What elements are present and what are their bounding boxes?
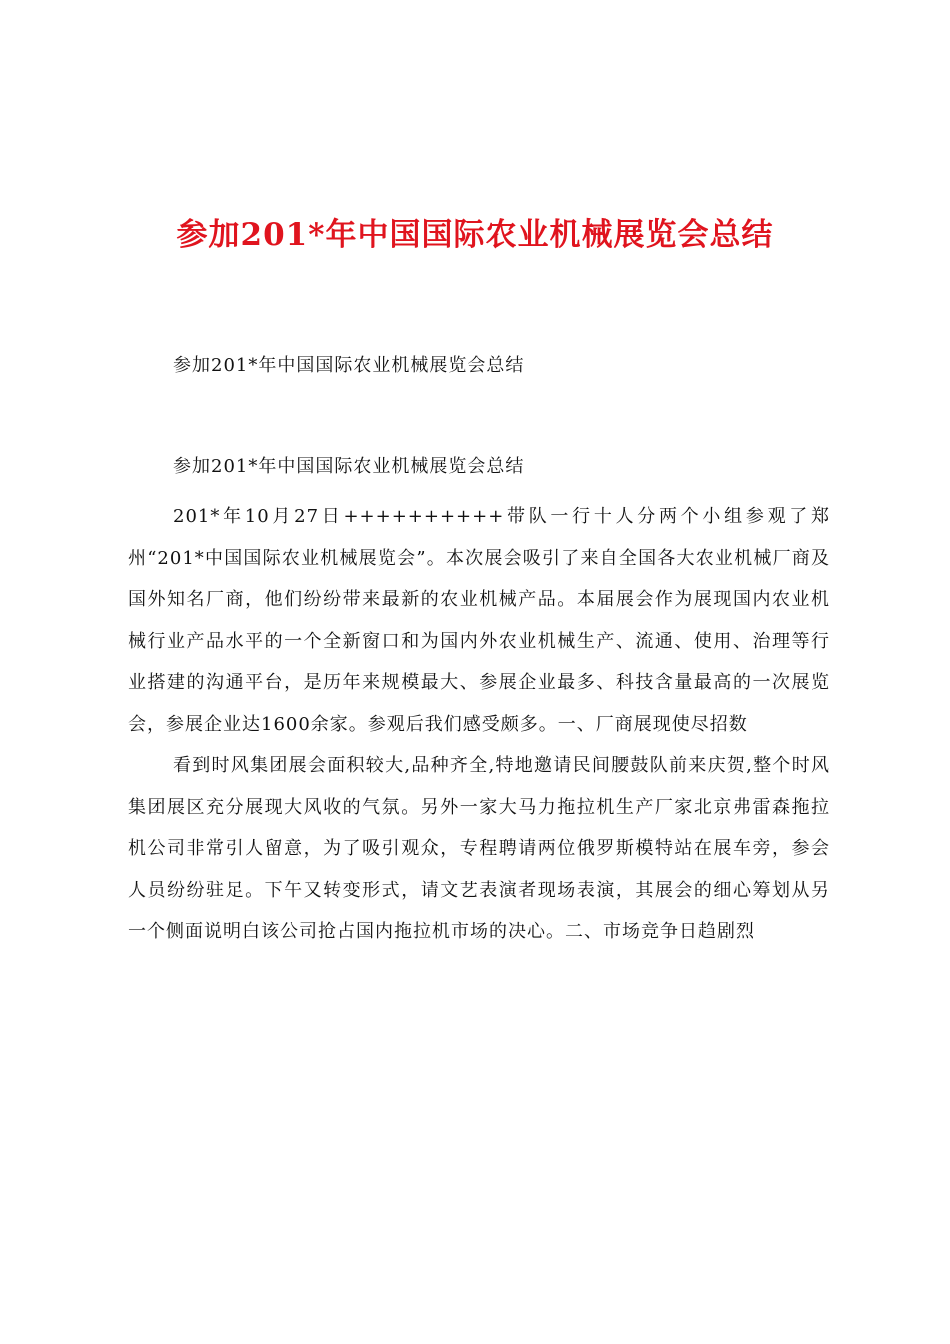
section-heading: 参加201*年中国国际农业机械展览会总结 bbox=[173, 456, 525, 477]
document-subtitle: 参加201*年中国国际农业机械展览会总结 bbox=[173, 355, 525, 376]
document-title: 参加201*年中国国际农业机械展览会总结 bbox=[176, 217, 774, 253]
document-body bbox=[128, 496, 830, 953]
paragraph: 201*年10月27日++++++++++带队一行十人分两个小组参观了郑州“201*中国国际农业机械展览会”。本次展会吸引了来自全国各大农业机械厂商及国外知名厂商，他们纷纷带来最新的农业机械产品。本届展会作为展现国内农业机械行业产品水平的一个全新窗口和为国内外农业机械生产、流通、使用、治理等行业搭建的沟通平台，是历年来规模最大、参展企业最多、科技含量最高的一次展览会，参展企业达1600余家。参观后我们感受颇多。一、厂商展现使尽招数 bbox=[128, 506, 830, 735]
paragraph: 看到时风集团展会面积较大,品种齐全,特地邀请民间腰鼓队前来庆贺,整个时风集团展区充分展现大风收的气氛。另外一家大马力拖拉机生产厂家北京弗雷森拖拉机公司非常引人留意，为了吸引观众，专程聘请两位俄罗斯模特站在展车旁，参会人员纷纷驻足。下午又转变形式，请文艺表演者现场表演，其展会的细心筹划从另一个侧面说明白该公司抢占国内拖拉机市场的决心。二、市场竞争日趋剧烈 bbox=[128, 755, 830, 942]
